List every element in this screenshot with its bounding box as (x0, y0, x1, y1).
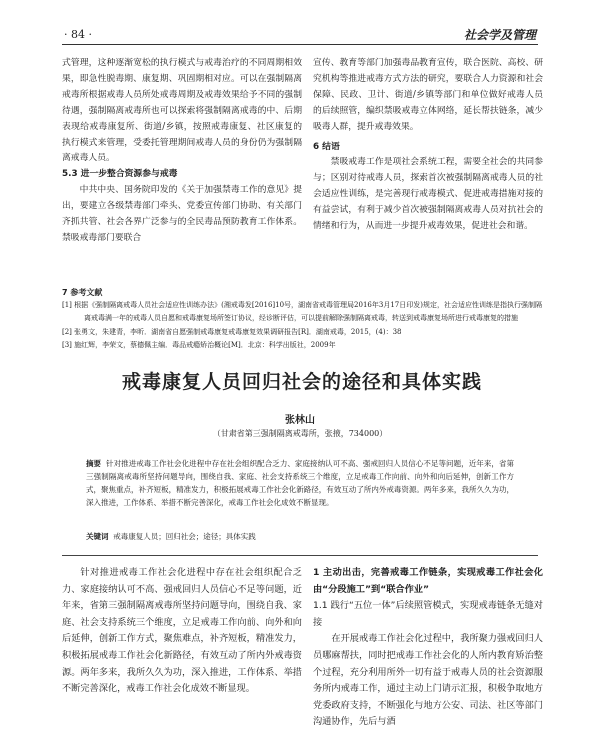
article-title: 戒毒康复人员回归社会的途径和具体实践 (121, 371, 482, 393)
upper-left-column (62, 56, 302, 247)
reference-item: [2] 张勇文，朱建青，李昕．湖南省自愿强制戒毒康复戒毒康复效果调研报告[R]．湖南戒毒，2015，(4)：38 (62, 327, 402, 336)
keywords-text: 戒毒康复人员；回归社会；途径；具体实践 (113, 532, 256, 541)
paragraph: 式管理，这种逐渐宽松的执行模式与戒毒治疗的不同周期相效果，即急性脱毒期、康复期、巩固期相对应。可以在强制隔离戒毒所根据戒毒人员所处戒毒周期及戒毒效果给予不同的强制待遇，强制隔离戒毒所也可以探索将强制隔离戒毒的中、后期表现给戒毒康复所、街道/乡镇，按照戒毒康复、社区康复的执行模式来管理，受委托管理期间戒毒人员的身份仍为强制隔离戒毒人员。 (62, 58, 302, 164)
journal-name: 社会学及管理 (463, 28, 536, 42)
author-name: 张林山 (285, 415, 315, 426)
references-section (62, 286, 542, 352)
paragraph: 禁吸戒毒工作是项社会系统工程，需要全社会的共同参与；区别对待戒毒人员，探索首次被强制隔离戒毒人员的社会适应性训练，是完善现行戒毒模式、促进戒毒措施对接的有益尝试，有利于减少首次被强制隔离戒毒人员对抗社会的情绪和行为，从而进一步提升戒毒效果，促进社会和谐。 (313, 157, 543, 232)
abstract-label: 摘要 (86, 459, 102, 468)
author-affiliation: （甘肃省第三强制隔离戒毒所，张掖，734000） (212, 429, 388, 438)
body-left-column (62, 565, 302, 698)
references-title: 7 参考文献 (62, 288, 103, 297)
upper-right-column (313, 56, 543, 235)
conclusion-heading: 6 结语 (313, 141, 340, 152)
abstract-text: 针对推进戒毒工作社会化进程中存在社会组织配合乏力、家庭接纳认可不高、强戒回归人员信心不足等问题，近年来，省第三强制隔离戒毒所坚持问题导向，围绕自我、家庭、社会支持系统三个维度，立足戒毒工作向前、向外和向后延伸，创新工作方式，聚焦重点，补齐短板，精准发力，积极拓展戒毒工作社会化新路径，有效互动了所内外戒毒资源。两年多来，我所久久为功，深入推进，工作体系、举措不断完善深化，戒毒工作社会化成效不断显现。 (86, 459, 515, 507)
divider (62, 555, 538, 556)
paragraph: 在开展戒毒工作社会化过程中，我所聚力强戒回归人员哪麻帮扶，同时把戒毒工作社会化的人所内教育矫治整个过程，充分利用所外一切有益于戒毒人员的社会资源服务所内戒毒工作，通过主动上门请示汇报，积极争取地方党委政府支持，不断强化与地方公安、司法、社区等部门沟通协作，先后与酒 (313, 633, 543, 728)
page-number: · 84 · (64, 28, 92, 41)
body-right-column (313, 565, 543, 731)
running-header (62, 26, 538, 45)
paragraph: 宣传、教育等部门加强毒品教育宣传，联合医院、高校、研究机构等推进戒毒方式方法的研究，要联合人力资源和社会保障、民政、卫计、街道/乡镇等部门和单位做好戒毒人员的后续照管，编织禁吸戒毒立体网络，延长帮扶链条，减少吸毒人群，提升戒毒效果。 (313, 58, 543, 132)
section-heading: 5.3 进一步整合资源参与戒毒 (62, 169, 178, 180)
keywords (86, 530, 514, 543)
reference-item: [1] 根据《强制隔离戒毒人员社会适应性训练办法》(湘戒毒发[2016]10号，湖南省戒毒管理局2016年3月17日印发)规定，社会适应性训练是指执行强制隔离戒毒满一年的戒毒人员自愿和戒毒康复场所签订协议，经诊断评估，可以提前解除强制隔离戒毒，转送到戒毒康复场所进行戒毒康复的措施 (62, 301, 542, 323)
subsection-heading: 1.1 践行“五位一体”后续照管模式，实现戒毒链条无缝对接 (313, 600, 543, 628)
abstract (86, 457, 514, 509)
paragraph: 中共中央、国务院印发的《关于加强禁毒工作的意见》提出，要建立各级禁毒部门牵头、党委宣传部门协助、有关部门齐抓共管、社会各界广泛参与的全民毒品预防教育工作体系。禁吸戒毒部门要联合 (62, 185, 302, 243)
paragraph: 针对推进戒毒工作社会化进程中存在社会组织配合乏力、家庭接纳认可不高、强戒回归人员信心不足等问题，近年来，省第三强制隔离戒毒所坚持问题导向，围绕自我、家庭、社会支持系统三个维度，立足戒毒工作向前、向外和向后延伸，创新工作方式，聚焦难点，补齐短板，精准发力，积极拓展戒毒工作社会化新路径，有效互动了所内外戒毒资源。两年多来，我所久久为功，深入推进，工作体系、举措不断完善深化，戒毒工作社会化成效不断显现。 (62, 567, 302, 695)
reference-item: [3] 施红辉，李荣文，蔡德佩主编．毒品戒瘾矫治概论[M]．北京：科学出版社，2009年 (62, 340, 336, 349)
keywords-label: 关键词 (86, 532, 109, 541)
section-heading: 1 主动出击，完善戒毒工作链条，实现戒毒工作社会化由“分段施工”到“联合作业” (313, 567, 543, 595)
